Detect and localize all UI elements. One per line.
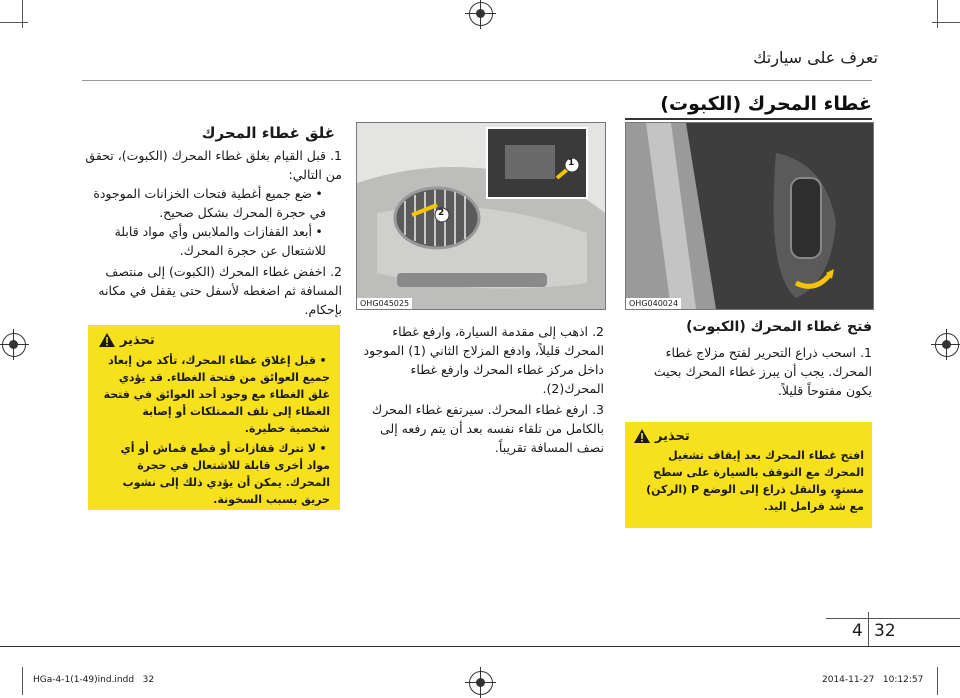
release-lever-illustration [626,123,873,309]
closing-step-1 [84,146,342,184]
photo-code: OHG045025 [357,298,412,309]
opening-step-2 [356,322,604,398]
crop-mark [937,0,938,28]
warning-heading [633,428,864,444]
crop-mark [937,667,938,695]
page-number-divider [868,612,869,646]
step-number: 2. [592,324,604,339]
bullet-icon: • [315,224,323,239]
warning-triangle-icon [98,332,116,348]
step-number: 1. [330,148,342,163]
bullet-icon: • [319,442,327,455]
bullet-icon: • [315,186,323,201]
step-text: اخفض غطاء المحرك (الكبوت) إلى منتصف المسافة ثم اضغطه لأسفل حتى يقفل في مكانه بإحكام. [98,264,342,317]
bullet-text: ضع جميع أغطية فتحات الخزانات الموجودة في حجرة المحرك بشكل صحيح. [93,186,326,220]
step-text: اذهب إلى مقدمة السيارة، وارفع غطاء المحرك قليلاً، وادفع المزلاج الثاني (1) الموجود داخل مركز غطاء المحرك وارفع غطاء المحرك(2). [363,324,604,396]
photo-car-front [356,122,606,310]
warning-title: تحذير [120,332,155,348]
step-text: قبل القيام بغلق غطاء المحرك (الكبوت)، تحقق من التالي: [85,148,342,182]
closing-step-2 [84,262,342,319]
footer-rule [0,646,960,647]
warning-heading [98,332,330,348]
callout-number: 1 [568,158,575,168]
warning-bullet-1 [98,352,330,437]
callout-number: 2 [438,208,445,218]
crop-mark [0,22,28,23]
page-number-rule [826,618,960,619]
photo-release-lever [625,122,874,310]
step-text: اسحب ذراع التحرير لفتح مزلاج غطاء المحرك. يجب أن يبرز غطاء المحرك بحيث يكون مفتوحاً قليلاً. [653,345,872,398]
crop-mark [932,22,960,23]
crop-mark [22,0,23,28]
step-text: ارفع غطاء المحرك. سيرتفع غطاء المحرك بالكامل من تلقاء نفسه بعد أن يتم رفعه إلى نصف المسافة تقريباً. [371,402,604,455]
bullet-icon: • [319,354,327,367]
file-slug: HGa-4-1(1-49)ind.indd 32 [33,675,155,685]
bullet-text: قبل إغلاق غطاء المحرك، تأكد من إبعاد جميع العوائق من فتحة الغطاء. قد يؤدي غلق الغطاء مع وجود أحد العوائق في فتحة الغطاء إلى تلف الممتلكات أو إصابة شخصية خطيرة. [103,354,330,435]
registration-mark-icon [935,333,959,357]
header-divider [82,80,872,81]
chapter-title: تعرف على سيارتك [753,48,878,67]
car-front-illustration [357,123,605,309]
opening-step-1 [625,343,872,400]
photo-code: OHG040024 [626,298,681,309]
step-number: 2. [330,264,342,279]
registration-mark-icon [2,333,26,357]
opening-warning-box [625,422,872,528]
registration-mark-icon [469,671,493,695]
closing-warning-box [88,325,340,510]
chapter-number: 4 [852,621,863,641]
page-number: 32 [874,621,896,641]
warning-text: افتح غطاء المحرك بعد إيقاف تشغيل المحرك مع التوقف بالسيارة على سطح مستوٍ، والنقل ذراع إلى الوضع P (الركن) مع شد فرامل اليد. [646,449,864,513]
warning-title: تحذير [655,428,690,444]
warning-bullet-2 [98,440,330,508]
closing-bullet-1 [84,184,342,222]
closing-title: غلق غطاء المحرك [201,124,335,142]
registration-mark-icon [469,2,493,26]
opening-step-3 [356,400,604,457]
opening-title: فتح غطاء المحرك (الكبوت) [686,319,872,335]
bullet-text: أبعد القفازات والملابس وأي مواد قابلة للاشتعال عن حجرة المحرك. [114,224,326,258]
opening-steps-continued [356,322,604,457]
section-title-underline [625,118,872,120]
closing-bullet-2 [84,222,342,260]
date-slug: 2014-11-27 10:12:57 [822,675,924,685]
crop-mark [22,667,23,695]
bullet-text: لا تترك قفازات أو قطع قماش أو أي مواد أخرى قابلة للاشتعال في حجرة المحرك. يمكن أن يؤدي ذلك إلى نشوب حريق بسبب السخونة. [120,442,330,506]
step-number: 1. [860,345,872,360]
closing-steps [84,146,342,319]
section-title: غطاء المحرك (الكبوت) [660,93,872,115]
step-number: 3. [592,402,604,417]
warning-triangle-icon [633,428,651,444]
